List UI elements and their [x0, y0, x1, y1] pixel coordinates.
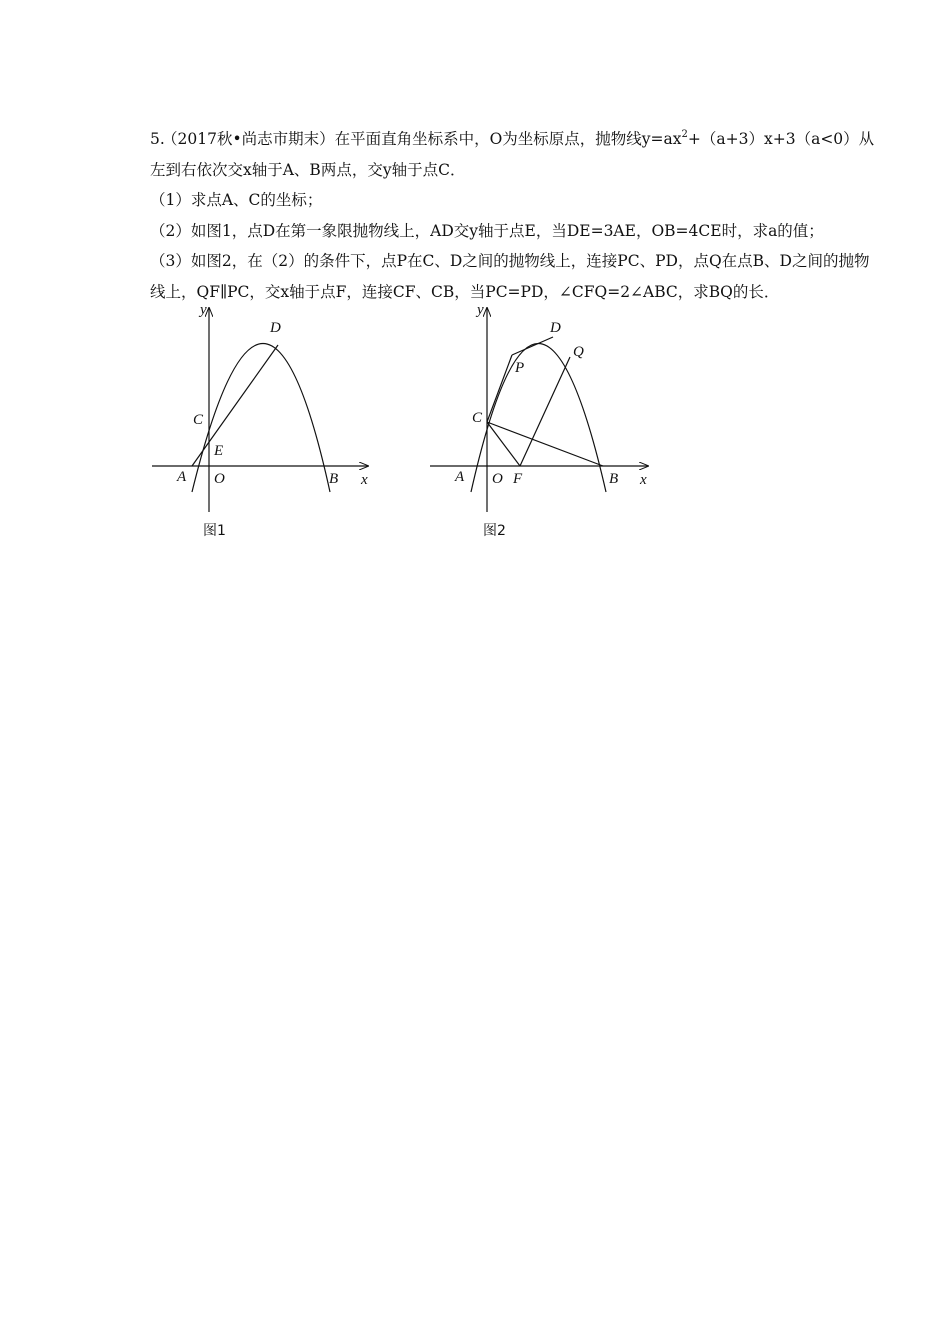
- label-point-b: B: [609, 471, 619, 487]
- question-part-3-line-1: （3）如图2，在（2）的条件下，点P在C、D之间的抛物线上，连接PC、PD，点Q在点B、D之间的抛物: [150, 252, 870, 270]
- question-part-2: （2）如图1，点D在第一象限抛物线上，AD交y轴于点E，当DE=3AE，OB=4CE时，求a的值；: [150, 221, 824, 240]
- label-point-d: D: [270, 320, 281, 336]
- figure-2: [425, 300, 655, 549]
- question-part-1: （1）求点A、C的坐标；: [150, 191, 323, 209]
- problem-stem-tail: +（a+3）x+3（a<0）从: [687, 130, 875, 148]
- label-y: y: [477, 302, 484, 318]
- label-x: x: [640, 472, 647, 488]
- label-point-p: P: [515, 360, 525, 376]
- segment-cb: [487, 422, 603, 466]
- parabola: [471, 344, 606, 493]
- label-point-a: A: [455, 469, 465, 485]
- label-point-o: O: [214, 471, 225, 487]
- label-point-f: F: [513, 471, 523, 487]
- question-part-3-line-2: 线上，QF∥PC，交x轴于点F，连接CF、CB，当PC=PD，∠CFQ=2∠ABC，求BQ的长．: [150, 282, 780, 301]
- figure-1-caption: 图1: [203, 523, 226, 539]
- exponent: 2: [681, 129, 688, 140]
- label-point-a: A: [177, 469, 187, 485]
- label-point-e: E: [214, 443, 224, 459]
- segment-qf: [520, 357, 570, 466]
- figure-2-diagram: [425, 300, 655, 545]
- segment-ad: [192, 345, 278, 466]
- problem-line-2: 左到右依次交x轴于A、B两点，交y轴于点C．: [150, 160, 466, 179]
- label-point-d: D: [550, 320, 561, 336]
- problem-stem: （2017秋•尚志市期末）在平面直角坐标系中，O为坐标原点，抛物线y=ax: [162, 130, 682, 148]
- label-point-c: C: [193, 412, 204, 428]
- label-x: x: [361, 472, 368, 488]
- label-point-o: O: [492, 471, 503, 487]
- label-point-c: C: [472, 410, 483, 426]
- figure-2-caption: 图2: [483, 523, 506, 539]
- problem-text: [150, 124, 950, 307]
- label-point-q: Q: [573, 344, 584, 360]
- figure-1: [150, 300, 380, 549]
- segment-cp: [487, 355, 512, 422]
- label-point-b: B: [329, 471, 339, 487]
- label-y: y: [200, 302, 207, 318]
- problem-line-1: [150, 124, 950, 155]
- figure-1-diagram: [150, 300, 380, 545]
- problem-number: 5.: [150, 130, 165, 148]
- parabola: [192, 344, 330, 493]
